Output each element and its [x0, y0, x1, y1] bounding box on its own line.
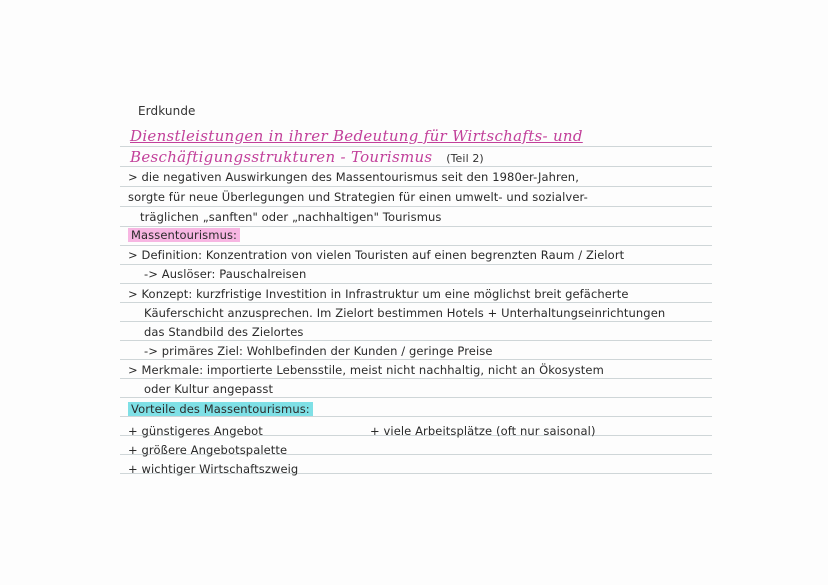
page-title-line-2-row: [130, 148, 484, 166]
ruled-line: [120, 206, 712, 207]
note-line: -> Auslöser: Pauschalreisen: [144, 267, 307, 281]
note-line: oder Kultur angepasst: [144, 382, 274, 396]
note-line: Käuferschicht anzusprechen. Im Zielort bestimmen Hotels + Unterhaltungseinrichtungen: [144, 306, 666, 320]
title-part-label: (Teil 2): [446, 152, 484, 165]
section-heading-massentourismus: [128, 228, 240, 242]
section-heading-text: Vorteile des Massentourismus:: [128, 402, 313, 416]
note-line: > Definition: Konzentration von vielen Touristen auf einen begrenzten Raum / Zielort: [128, 248, 625, 262]
advantage-item: + günstigeres Angebot: [128, 424, 263, 438]
ruled-line: [120, 397, 712, 398]
subject-label: Erdkunde: [138, 104, 196, 118]
ruled-line: [120, 146, 712, 147]
advantage-item: + größere Angebotspalette: [128, 443, 288, 457]
ruled-line: [120, 416, 712, 417]
ruled-line: [120, 340, 712, 341]
section-heading-text: Massentourismus:: [128, 228, 240, 242]
note-line: das Standbild des Zielortes: [144, 325, 304, 339]
ruled-line: [120, 166, 712, 167]
ruled-line: [120, 226, 712, 227]
ruled-line: [120, 321, 712, 322]
intro-line: sorgte für neue Überlegungen und Strategien für einen umwelt- und sozialver-: [128, 190, 588, 204]
note-line: > Merkmale: importierte Lebensstile, meist nicht nachhaltig, nicht an Ökosystem: [128, 363, 604, 377]
page-title-line-2: Beschäftigungsstrukturen - Tourismus: [130, 148, 433, 166]
ruled-line: [120, 378, 712, 379]
ruled-line: [120, 186, 712, 187]
ruled-line: [120, 264, 712, 265]
advantage-item: + viele Arbeitsplätze (oft nur saisonal): [370, 424, 596, 438]
note-line: > Konzept: kurzfristige Investition in Infrastruktur um eine möglichst breit gefächerte: [128, 287, 629, 301]
intro-line: > die negativen Auswirkungen des Massentourismus seit den 1980er-Jahren,: [128, 170, 579, 184]
ruled-line: [120, 359, 712, 360]
ruled-line: [120, 283, 712, 284]
intro-line: träglichen „sanften" oder „nachhaltigen" Tourismus: [140, 210, 442, 224]
note-line: -> primäres Ziel: Wohlbefinden der Kunden / geringe Preise: [144, 344, 493, 358]
advantage-item: + wichtiger Wirtschaftszweig: [128, 462, 299, 476]
ruled-line: [120, 245, 712, 246]
section-heading-vorteile: [128, 402, 313, 416]
ruled-line: [120, 302, 712, 303]
page-title-line-1: Dienstleistungen in ihrer Bedeutung für Wirtschafts- und: [130, 127, 583, 145]
